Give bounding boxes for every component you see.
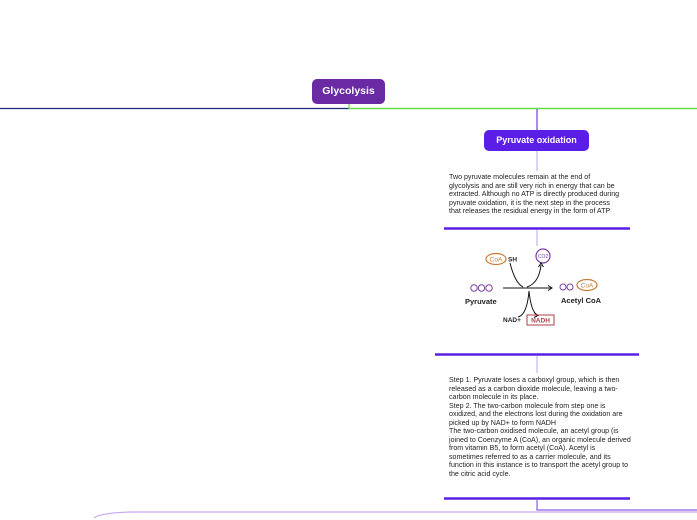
acetyl-carbon-2 <box>567 284 573 290</box>
note-pyruvate-steps <box>449 376 631 478</box>
note-pyruvate-overview: Two pyruvate molecules remain at the end of glycolysis and are still very rich in energy that can be extracted. Although no ATP is directly produced during pyruvate oxidation, it is the next step in the process that releases the residual energy in the form of ATP <box>449 173 620 215</box>
pyruvate-carbon-1 <box>471 285 477 291</box>
coa-sh-label: SH <box>508 256 518 264</box>
acetyl-coa-label: Acetyl CoA <box>561 296 602 305</box>
pyruvate-oxidation-diagram <box>455 245 615 330</box>
pyruvate-label: Pyruvate <box>465 297 497 306</box>
coa-left-label: CoA <box>489 256 503 264</box>
note-acetyl-coa: The two-carbon oxidised molecule, an acetyl group (is joined to Coenzyme A (CoA), an organic molecule derived from vitamin B5, to form acetyl (CoA). Acetyl is sometimes referred to as a carrier molecule, and its function in this instance is to transport the acetyl group to the citric acid cycle. <box>449 427 631 478</box>
co2-out-arrow <box>527 265 541 287</box>
coa-in-arrow <box>510 263 523 287</box>
coa-right-label: CoA <box>580 282 594 290</box>
nadh-label: NADH <box>531 317 550 325</box>
branch-note2-bottom <box>537 500 697 510</box>
nad-label: NAD+ <box>503 317 521 324</box>
pyruvate-carbon-2 <box>478 285 484 291</box>
co2-label: CO2 <box>537 254 549 260</box>
note-step-2-cont: picked up by NAD+ to form NADH <box>449 418 557 427</box>
note-step-2: Step 2. The two-carbon molecule from step one is oxidized, and the electrons lost during the oxidation are <box>449 401 623 418</box>
note-step-1: Step 1. Pyruvate loses a carboxyl group, which is then released as a carbon dioxide molecule, leaving a two-carbon molecule in its place. <box>449 376 620 401</box>
pyruvate-carbon-3 <box>486 285 492 291</box>
bottom-curve <box>94 512 697 518</box>
root-node-glycolysis[interactable]: Glycolysis <box>312 79 385 104</box>
child-node-pyruvate-oxidation[interactable]: Pyruvate oxidation <box>484 130 589 151</box>
acetyl-carbon-1 <box>560 284 566 290</box>
